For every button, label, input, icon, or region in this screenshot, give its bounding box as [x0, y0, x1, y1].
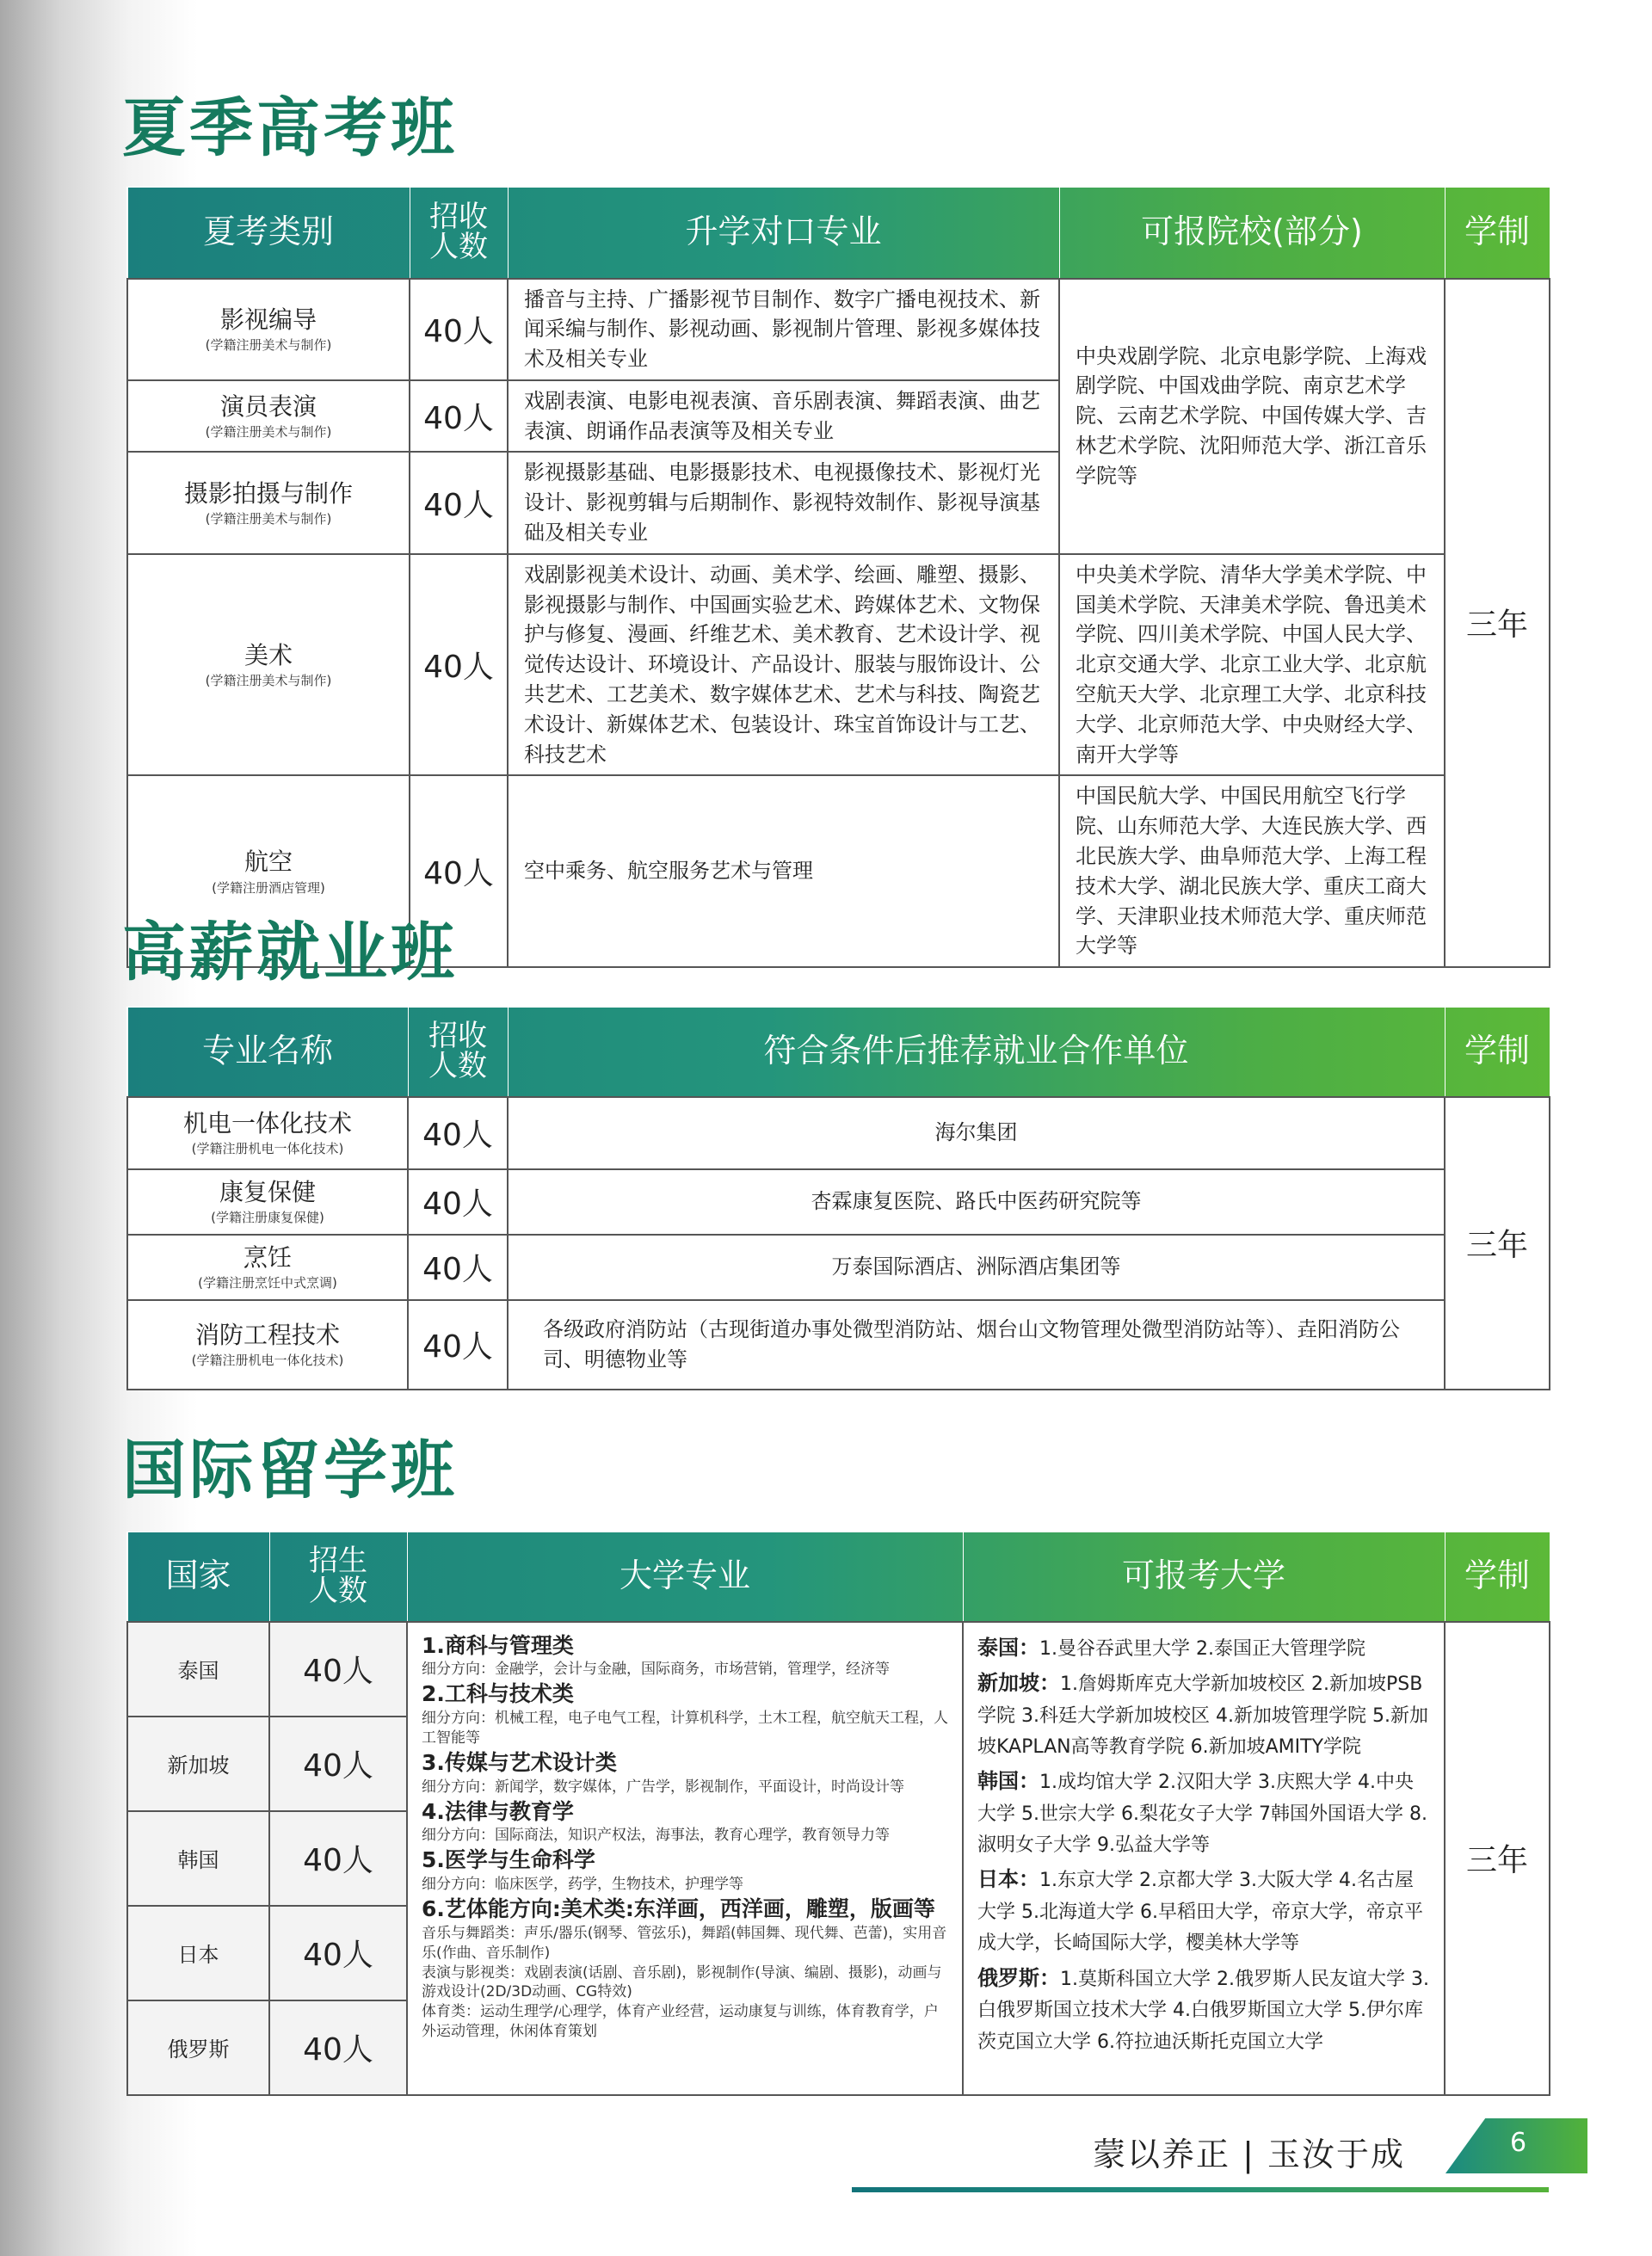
- header-majors: 升学对口专业: [508, 188, 1059, 279]
- header-enrollment: 招生 人数: [269, 1532, 407, 1622]
- university-names: 1.曼谷吞武里大学 2.泰国正大管理学院: [1039, 1637, 1365, 1660]
- enrollment-count: 40人: [410, 380, 508, 453]
- category-note: (学籍注册美术与制作): [205, 511, 332, 527]
- enrollment-count: 40人: [408, 1169, 508, 1235]
- header-schools: 可报院校(部分): [1059, 188, 1445, 279]
- major-cell: [127, 1300, 408, 1390]
- major-cell: [127, 1169, 408, 1235]
- enrollment-count: 40人: [410, 279, 508, 380]
- majors-cell: 戏剧表演、电影电视表演、音乐剧表演、舞蹈表演、曲艺表演、朗诵作品表演等及相关专业: [508, 380, 1059, 453]
- schools-cell: 中央美术学院、清华大学美术学院、中国美术学院、天津美术学院、鲁迅美术学院、四川美术学院、中国人民大学、北京交通大学、北京工业大学、北京航空航天大学、北京理工大学、北京科技大学、北京师范大学、中央财经大学、南开大学等: [1059, 554, 1445, 776]
- university-group: [977, 1765, 1430, 1861]
- header-country: 国家: [127, 1532, 269, 1622]
- country-cell: 韩国: [127, 1811, 269, 1906]
- header-duration: 学制: [1445, 1008, 1550, 1097]
- partners-cell: 海尔集团: [508, 1097, 1445, 1169]
- partners-cell: 杏霖康复医院、路氏中医药研究院等: [508, 1169, 1445, 1235]
- summer-header-row: [127, 188, 1550, 279]
- major-note: (学籍注册烹饪中式烹调): [198, 1275, 337, 1291]
- majors-list: [407, 1622, 963, 2095]
- major-note: (学籍注册康复保健): [211, 1210, 324, 1226]
- category-name: 影视编导: [219, 305, 317, 334]
- table-row: [127, 1169, 1550, 1235]
- summer-table: [126, 187, 1550, 968]
- university-country: 韩国：: [977, 1769, 1039, 1794]
- duration-cell: 三年: [1445, 279, 1550, 968]
- category-name: 摄影拍摄与制作: [183, 478, 353, 508]
- major-name: 消防工程技术: [194, 1320, 340, 1349]
- table-row: [127, 1097, 1550, 1169]
- major-category-title: 2.工科与技术类: [422, 1681, 574, 1707]
- category-cell: [127, 452, 410, 553]
- header-partners: 符合条件后推荐就业合作单位: [508, 1008, 1445, 1097]
- section-title-abroad: 国际留学班: [122, 1433, 458, 1507]
- category-note: (学籍注册酒店管理): [212, 879, 325, 896]
- table-row: [127, 554, 1550, 776]
- university-group: [977, 1962, 1430, 2058]
- header-major-name: 专业名称: [127, 1008, 408, 1097]
- category-cell: [127, 380, 410, 453]
- university-names: 1.东京大学 2.京都大学 3.大阪大学 4.名古屋大学 5.北海道大学 6.早稻田大学，帝京大学，帝京平成大学，长崎国际大学，樱美林大学等: [977, 1870, 1423, 1955]
- category-name: 美术: [243, 640, 293, 669]
- abroad-table: [126, 1532, 1550, 2096]
- header-universities: 可报考大学: [963, 1532, 1445, 1622]
- major-category-detail: 细分方向：临床医学，药学，生物技术，护理学等: [422, 1875, 743, 1893]
- major-cell: [127, 1097, 408, 1169]
- category-note: (学籍注册美术与制作): [205, 424, 332, 441]
- major-category-detail: 细分方向：国际商法，知识产权法，海事法，教育心理学，教育领导力等: [422, 1827, 890, 1845]
- country-cell: 俄罗斯: [127, 2000, 269, 2095]
- header-category: 夏考类别: [127, 188, 410, 279]
- major-category-title: 1.商科与管理类: [422, 1632, 574, 1658]
- header-majors: 大学专业: [407, 1532, 963, 1622]
- category-name: 演员表演: [219, 391, 317, 421]
- universities-list: [963, 1622, 1445, 2095]
- major-category-detail: 细分方向：机械工程，电子电气工程，计算机科学，土木工程，航空航天工程，人工智能等: [422, 1709, 948, 1747]
- abroad-header-row: [127, 1532, 1550, 1622]
- duration-cell: 三年: [1445, 1097, 1550, 1390]
- university-names: 1.詹姆斯库克大学新加坡校区 2.新加坡PSB学院 3.科廷大学新加坡校区 4.新加坡管理学院 5.新加坡KAPLAN高等教育学院 6.新加坡AMITY学院: [977, 1674, 1428, 1758]
- enrollment-count: 40人: [269, 2000, 407, 2095]
- enrollment-count: 40人: [269, 1906, 407, 2000]
- enrollment-count: 40人: [269, 1717, 407, 1811]
- employment-header-row: [127, 1008, 1550, 1097]
- major-category-title: 3.传媒与艺术设计类: [422, 1749, 617, 1775]
- enrollment-count: 40人: [408, 1097, 508, 1169]
- category-note: (学籍注册美术与制作): [205, 673, 332, 689]
- major-category-title: 5.医学与生命科学: [422, 1847, 595, 1873]
- university-group: [977, 1667, 1430, 1763]
- category-name: 航空: [243, 848, 293, 877]
- schools-cell: 中央戏剧学院、北京电影学院、上海戏剧学院、中国戏曲学院、南京艺术学院、云南艺术学院、中国传媒大学、吉林艺术学院、沈阳师范大学、浙江音乐学院等: [1059, 279, 1445, 554]
- page-number: 6: [1510, 2128, 1527, 2158]
- majors-cell: 影视摄影基础、电影摄影技术、电视摄像技术、影视灯光设计、影视剪辑与后期制作、影视特效制作、影视导演基础及相关专业: [508, 452, 1059, 553]
- category-note: (学籍注册美术与制作): [205, 337, 332, 354]
- schools-cell: 中国民航大学、中国民用航空飞行学院、山东师范大学、大连民族大学、西北民族大学、曲阜师范大学、上海工程技术大学、湖北民族大学、重庆工商大学、天津职业技术师范大学、重庆师范大学等: [1059, 775, 1445, 967]
- university-country: 新加坡：: [977, 1671, 1060, 1696]
- major-category-detail: 音乐与舞蹈类：声乐/器乐(钢琴、管弦乐)，舞蹈(韩国舞、现代舞、芭蕾)，实用音乐(作曲、音乐制作): [422, 1924, 947, 1962]
- table-row: [127, 1622, 1550, 1717]
- university-country: 泰国：: [977, 1635, 1039, 1660]
- university-group: [977, 1863, 1430, 1959]
- enrollment-count: 40人: [269, 1622, 407, 1717]
- header-enrollment: 招收 人数: [408, 1008, 508, 1097]
- section-title-summer: 夏季高考班: [122, 91, 458, 165]
- majors-cell: 空中乘务、航空服务艺术与管理: [508, 775, 1059, 967]
- enrollment-count: 40人: [410, 775, 508, 967]
- table-row: [127, 279, 1550, 380]
- table-row: [127, 1235, 1550, 1300]
- enrollment-count: 40人: [410, 554, 508, 776]
- employment-table: [126, 1007, 1550, 1390]
- enrollment-count: 40人: [408, 1235, 508, 1300]
- section-title-employment: 高薪就业班: [122, 915, 458, 989]
- enrollment-count: 40人: [410, 452, 508, 553]
- university-country: 俄罗斯：: [977, 1965, 1060, 1990]
- partners-cell: 万泰国际酒店、洲际酒店集团等: [508, 1235, 1445, 1300]
- major-name: 康复保健: [219, 1177, 316, 1206]
- partners-cell: 各级政府消防站（古现街道办事处微型消防站、烟台山文物管理处微型消防站等）、垚阳消防公司、明德物业等: [508, 1300, 1445, 1390]
- majors-cell: 戏剧影视美术设计、动画、美术学、绘画、雕塑、摄影、影视摄影与制作、中国画实验艺术、跨媒体艺术、文物保护与修复、漫画、纤维艺术、美术教育、艺术设计学、视觉传达设计、环境设计、产品设计、服装与服饰设计、公共艺术、工艺美术、数字媒体艺术、艺术与科技、陶瓷艺术设计、新媒体艺术、包装设计、珠宝首饰设计与工艺、科技艺术: [508, 554, 1059, 776]
- major-category-detail: 表演与影视类：戏剧表演(话剧、音乐剧)，影视制作(导演、编剧、摄影)，动画与游戏设计(2D/3D动画、CG特效): [422, 1963, 942, 2001]
- university-names: 1.莫斯科国立大学 2.俄罗斯人民友谊大学 3.白俄罗斯国立技术大学 4.白俄罗斯国立大学 5.伊尔库茨克国立大学 6.符拉迪沃斯托克国立大学: [977, 1968, 1429, 2053]
- major-category-title: 6.艺体能方向:美术类:东洋画，西洋画，雕塑，版画等: [422, 1895, 935, 1921]
- major-category-detail: 细分方向：新闻学，数字媒体，广告学，影视制作，平面设计，时尚设计等: [422, 1778, 904, 1796]
- country-cell: 日本: [127, 1906, 269, 2000]
- major-category-detail: 细分方向：金融学，会计与金融，国际商务，市场营销，管理学，经济等: [422, 1661, 890, 1679]
- header-duration: 学制: [1445, 188, 1550, 279]
- table-row: [127, 1300, 1550, 1390]
- university-country: 日本：: [977, 1867, 1039, 1892]
- enrollment-count: 40人: [269, 1811, 407, 1906]
- category-cell: [127, 279, 410, 380]
- major-name: 烹饪: [243, 1242, 292, 1272]
- footer-divider: [852, 2187, 1549, 2192]
- major-note: (学籍注册机电一体化技术): [191, 1141, 344, 1157]
- major-note: (学籍注册机电一体化技术): [191, 1353, 344, 1369]
- footer-slogan: 蒙以养正 | 玉汝于成: [1093, 2136, 1405, 2173]
- university-names: 1.成均馆大学 2.汉阳大学 3.庆熙大学 4.中央大学 5.世宗大学 6.梨花女子大学 7韩国外国语大学 8.淑明女子大学 9.弘益大学等: [977, 1772, 1427, 1857]
- major-cell: [127, 1235, 408, 1300]
- duration-cell: 三年: [1445, 1622, 1550, 2095]
- major-category-detail: 体育类：运动生理学/心理学，体育产业经营，运动康复与训练，体育教育学，户外运动管理，休闲体育策划: [422, 2003, 939, 2041]
- country-cell: 新加坡: [127, 1717, 269, 1811]
- major-name: 机电一体化技术: [182, 1108, 352, 1137]
- header-duration: 学制: [1445, 1532, 1550, 1622]
- enrollment-count: 40人: [408, 1300, 508, 1390]
- major-category-title: 4.法律与教育学: [422, 1798, 574, 1824]
- header-enrollment: 招收 人数: [410, 188, 508, 279]
- country-cell: 泰国: [127, 1622, 269, 1717]
- category-cell: [127, 554, 410, 776]
- majors-cell: 播音与主持、广播影视节目制作、数字广播电视技术、新闻采编与制作、影视动画、影视制片管理、影视多媒体技术及相关专业: [508, 279, 1059, 380]
- university-group: [977, 1631, 1430, 1666]
